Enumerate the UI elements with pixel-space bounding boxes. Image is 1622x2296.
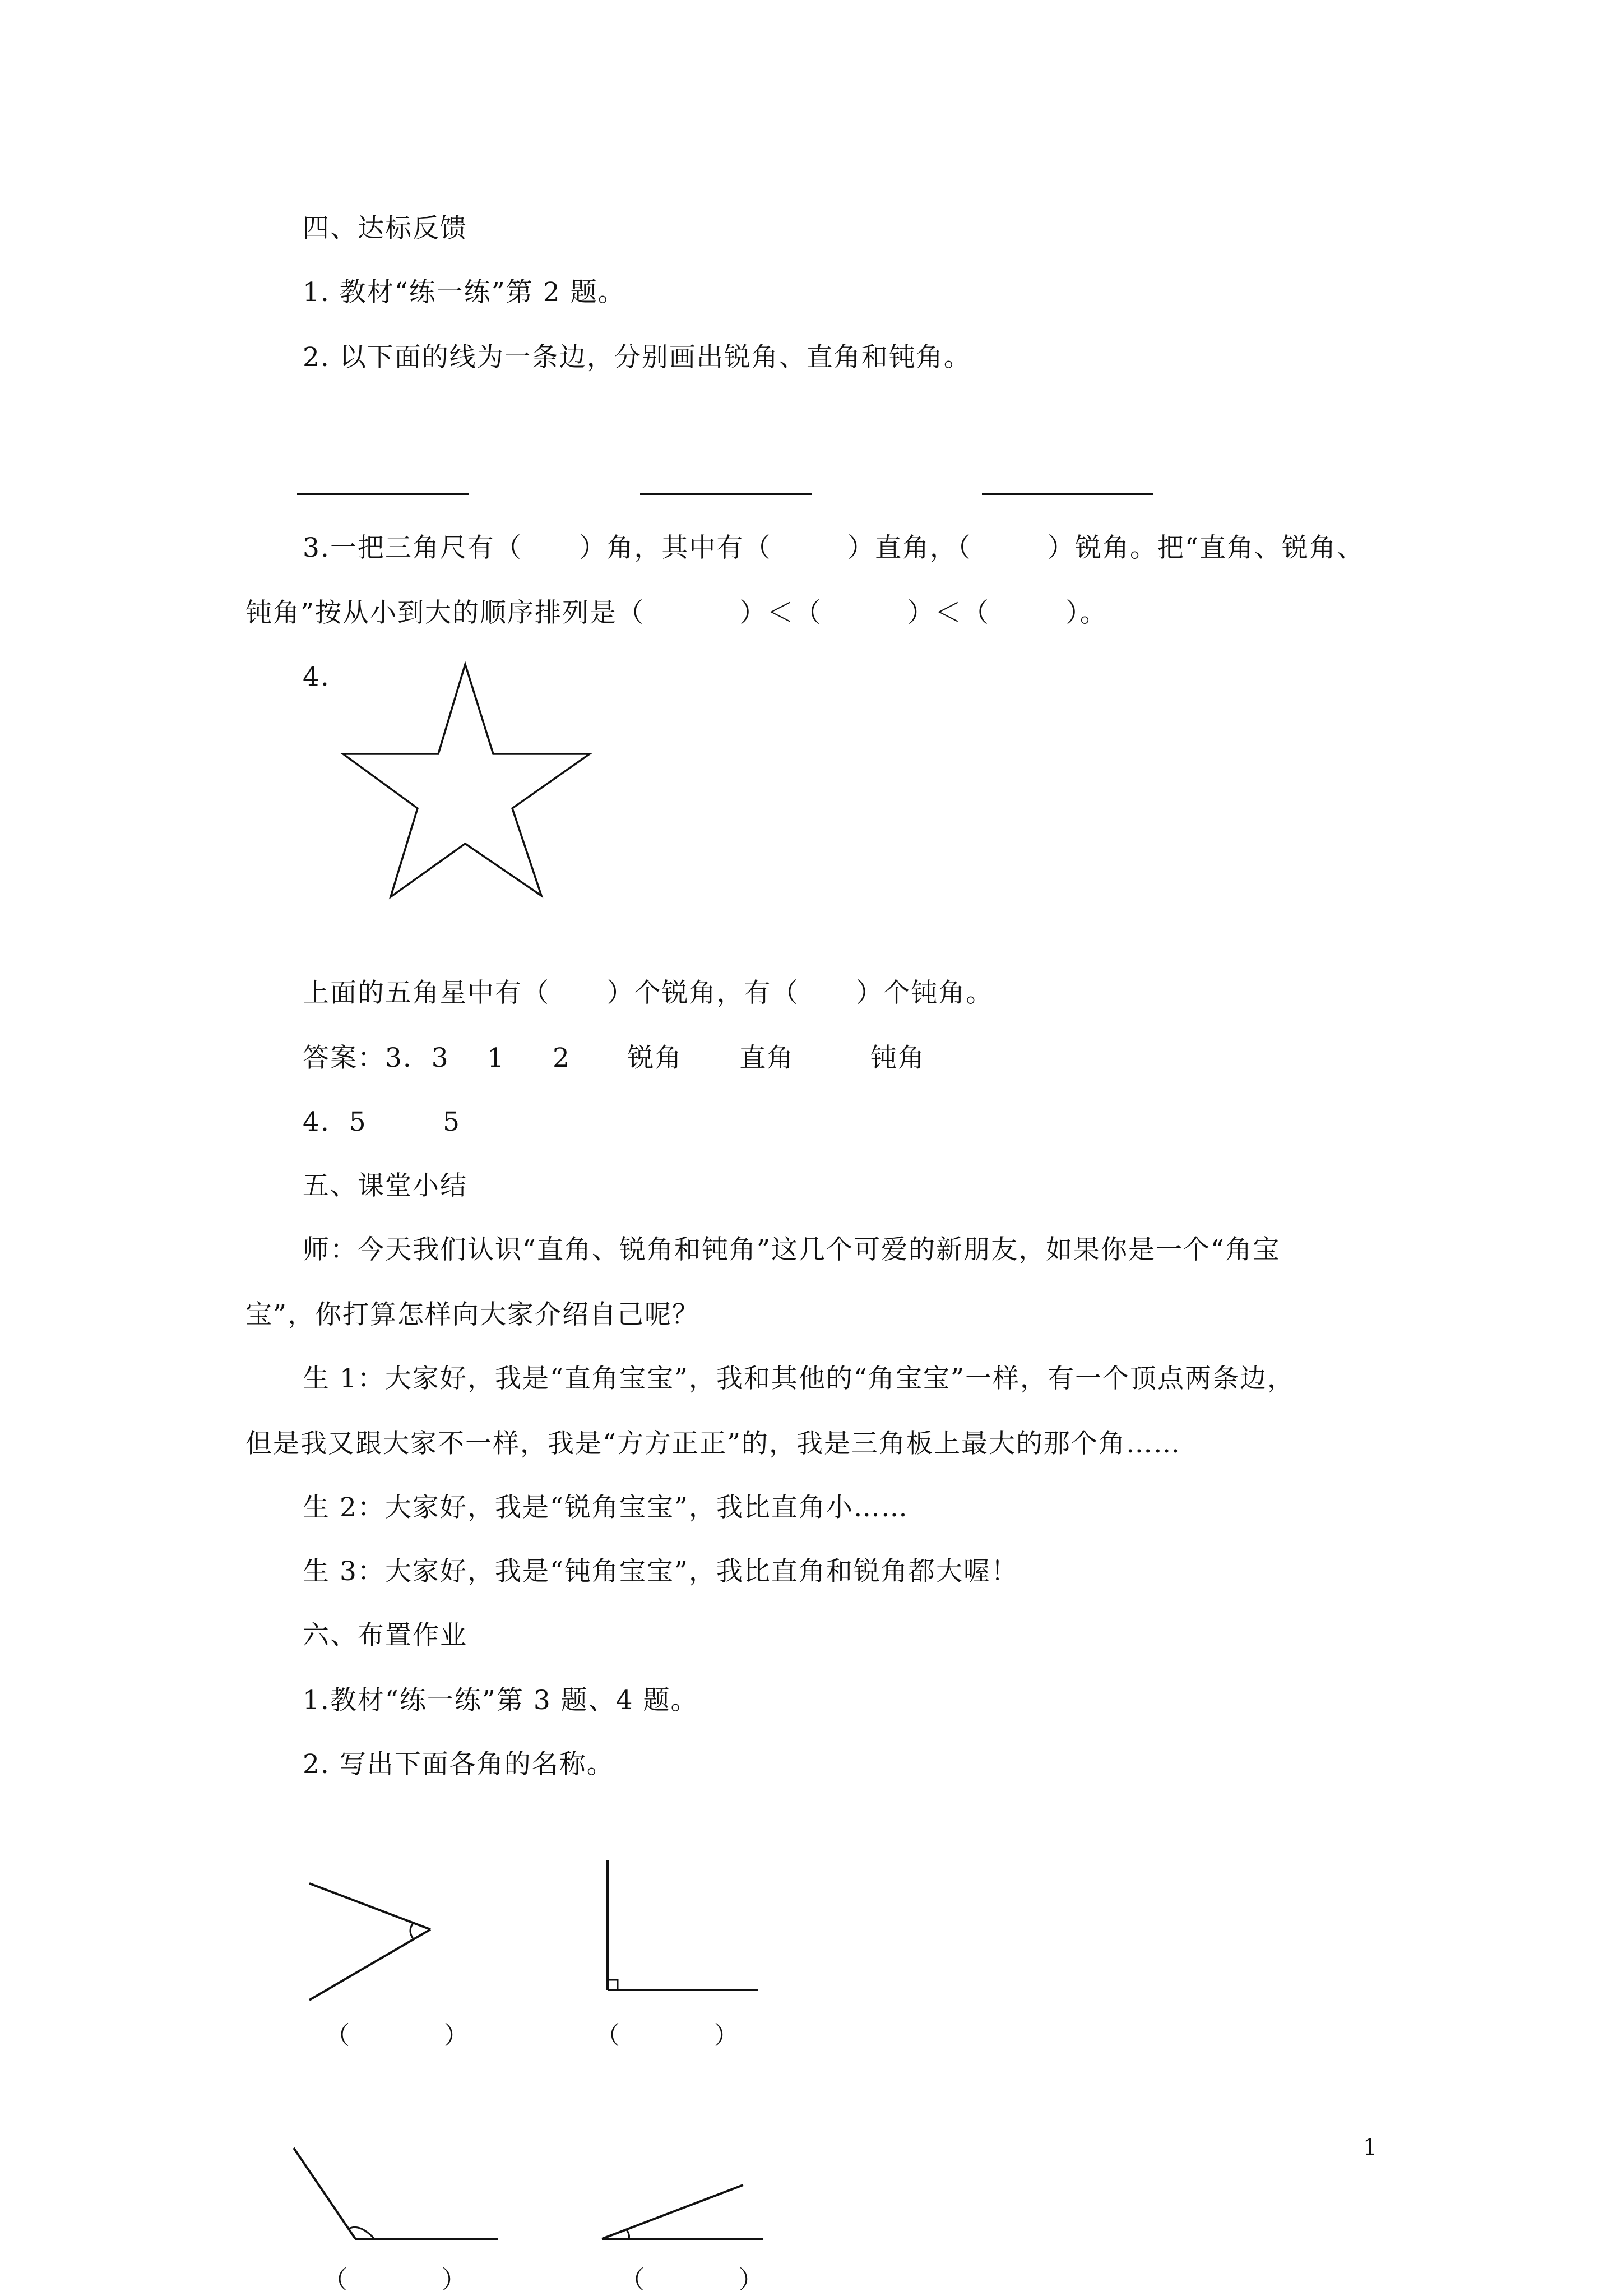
answer-line-2: 4. 5 5 [303,1107,461,1137]
drawing-baseline-3 [982,493,1153,495]
answer-blank-3[interactable]: （ ） [323,2266,466,2294]
question-1: 1. 教材“练一练”第 2 题。 [303,277,625,308]
student-1-line-2: 但是我又跟大家不一样，我是“方方正正”的，我是三角板上最大的那个角…… [245,1428,1181,1459]
question-3-line-1: 3.一把三角尺有（ ）角，其中有（ ）直角，（ ）锐角。把“直角、锐角、 [303,533,1365,563]
drawing-baseline-2 [640,493,812,495]
section6-heading: 六、布置作业 [303,1620,467,1651]
homework-1: 1.教材“练一练”第 3 题、4 题。 [303,1685,698,1716]
question-2: 2. 以下面的线为一条边，分别画出锐角、直角和钝角。 [303,342,971,373]
drawing-baseline-1 [297,493,469,495]
question-4-label: 4. [303,661,330,692]
right-angle-figure [608,1860,758,1990]
five-pointed-star [343,664,590,897]
acute-angle-figure [309,1883,430,2000]
homework-2: 2. 写出下面各角的名称。 [303,1749,614,1780]
teacher-line-1: 师：今天我们认识“直角、锐角和钝角”这几个可爱的新朋友，如果你是一个“角宝 [303,1234,1281,1265]
answer-blank-2[interactable]: （ ） [595,2021,739,2050]
question-4-text: 上面的五角星中有（ ）个锐角，有（ ）个钝角。 [303,978,994,1008]
answer-blank-4[interactable]: （ ） [620,2266,763,2294]
teacher-line-2: 宝”，你打算怎样向大家介绍自己呢？ [245,1299,700,1330]
acute-angle-figure-2 [602,2185,763,2239]
student-2-line: 生 2：大家好，我是“锐角宝宝”，我比直角小…… [303,1492,909,1523]
section5-heading: 五、课堂小结 [303,1170,467,1201]
student-3-line: 生 3：大家好，我是“钝角宝宝”，我比直角和锐角都大喔！ [303,1556,1018,1587]
student-1-line-1: 生 1：大家好，我是“直角宝宝”，我和其他的“角宝宝”一样，有一个顶点两条边， [303,1363,1295,1394]
answer-line-1: 答案：3. 3 1 2 锐角 直角 钝角 [303,1043,925,1073]
section4-heading: 四、达标反馈 [303,213,467,244]
page-number: 1 [1363,2135,1378,2160]
obtuse-angle-figure [294,2148,498,2239]
answer-blank-1[interactable]: （ ） [325,2021,469,2050]
question-3-line-2: 钝角”按从小到大的顺序排列是（ ）＜（ ）＜（ ）。 [245,598,1107,628]
